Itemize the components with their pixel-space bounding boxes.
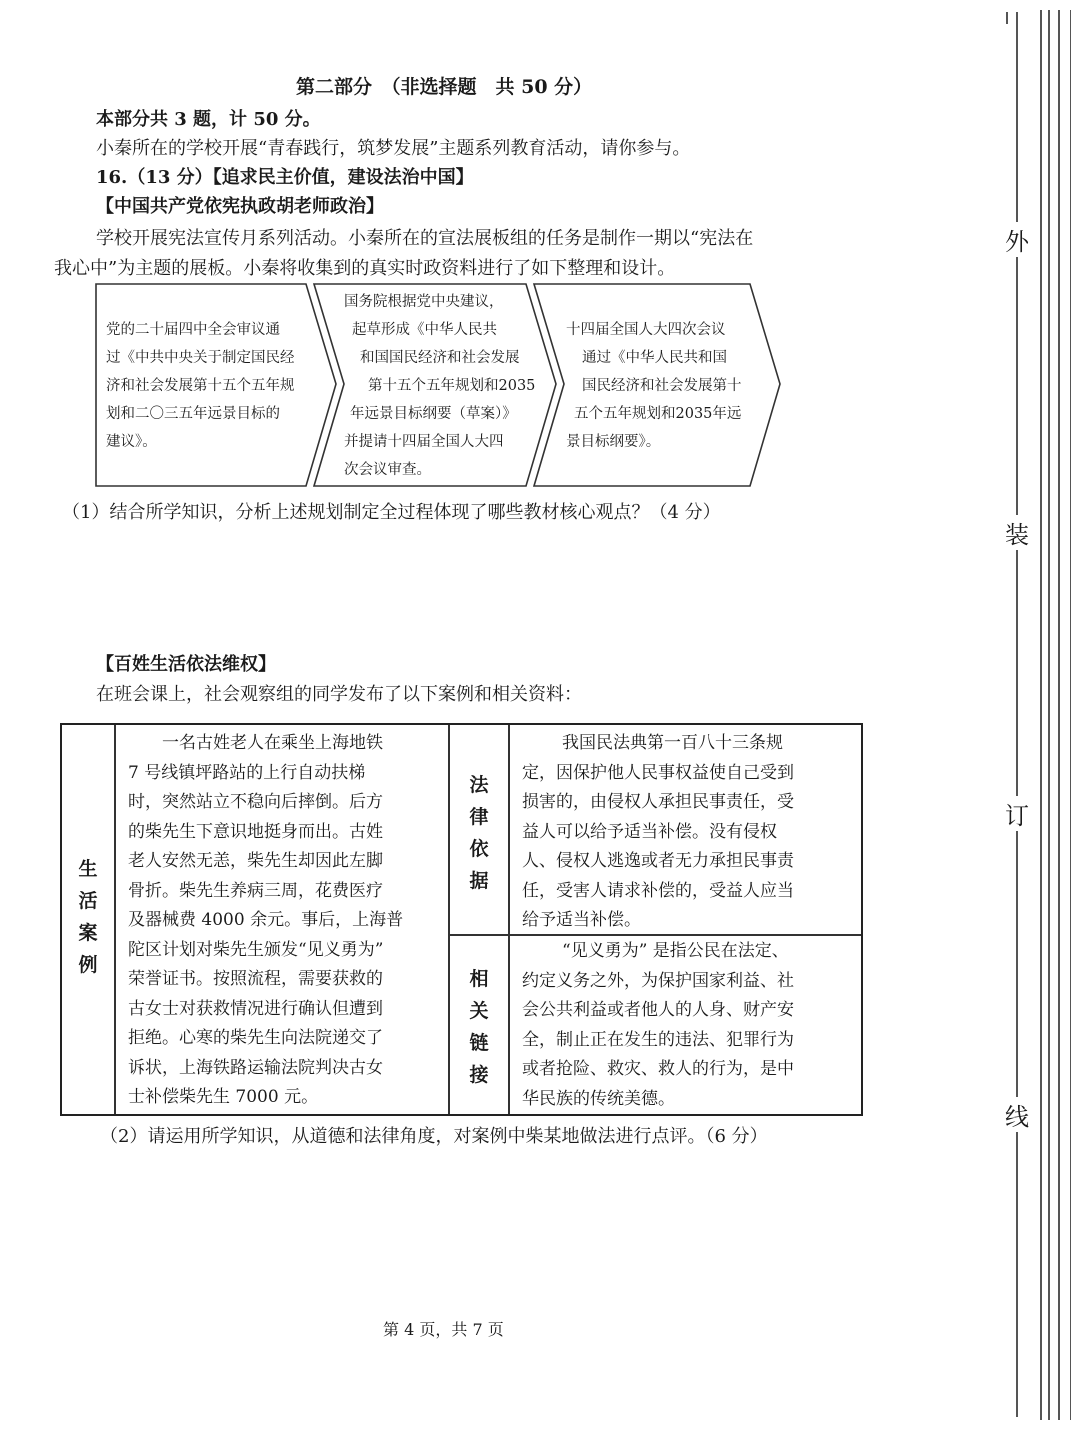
flow-step-2-line: 年远景目标纲要（草案）》 (350, 406, 517, 422)
part-title: 第二部分 （非选择题 共 50 分） (296, 76, 593, 98)
flow-step-1-line: 建议》。 (106, 434, 157, 450)
law-line: 定，因保护他人民事权益使自己受到 (522, 762, 794, 783)
case-line: 诉状，上海铁路运输法院判决古女 (128, 1057, 383, 1078)
law-line: 人、侵权人逃逸或者无力承担民事责 (522, 851, 794, 871)
case-line: 时，突然站立不稳向后摔倒。后方 (128, 792, 383, 812)
binding-mark-bind: 装 (1002, 515, 1032, 550)
label-char: 相 (469, 968, 489, 990)
law-line: 给予适当补偿。 (522, 910, 641, 930)
label-char: 律 (469, 806, 489, 828)
flow-step-2-line: 起草形成《中华人民共 (352, 322, 497, 338)
law-line: 损害的，由侵权人承担民事责任，受 (522, 792, 794, 812)
binding-rule (1070, 10, 1071, 1420)
law-line: 益人可以给予适当补偿。没有侵权 (522, 821, 777, 842)
flow-step-3-line: 国民经济和社会发展第十 (582, 378, 742, 394)
question-1: （1）结合所学知识，分析上述规划制定全过程体现了哪些教材核心观点？（4 分） (62, 502, 721, 523)
binding-rule (1048, 10, 1050, 1420)
flow-step-2-line: 第十五个五年规划和2035 (368, 378, 536, 394)
case-line: 的柴先生下意识地挺身而出。古姓 (128, 821, 383, 842)
label-char: 生 (78, 858, 98, 880)
label-char: 据 (469, 870, 489, 892)
flow-step-3 (566, 316, 742, 456)
question-2: （2）请运用所学知识，从道德和法律角度，对案例中柴某地做法进行点评。（6 分） (100, 1126, 768, 1147)
law-line: 我国民法典第一百八十三条规 (562, 733, 783, 753)
case-line: 荣誉证书。按照流程，需要获救的 (128, 969, 383, 989)
life-case-label (74, 853, 102, 981)
case-table (60, 723, 863, 1116)
table-divider (508, 725, 510, 1114)
case-line: 古女士对获救情况进行确认但遭到 (128, 998, 383, 1019)
related-link-label (465, 963, 493, 1091)
page-number: 第 4 页，共 7 页 (383, 1320, 504, 1339)
related-link-text (522, 937, 794, 1114)
case-line: 一名古姓老人在乘坐上海地铁 (162, 733, 383, 753)
section-1-para-line-2: 我心中”为主题的展板。小秦将收集到的真实时政资料进行了如下整理和设计。 (54, 258, 676, 279)
binding-mark-outer: 外 (1002, 222, 1032, 257)
flow-step-2-line: 并提请十四届全国人大四 (344, 434, 504, 450)
label-char: 活 (78, 890, 98, 912)
flow-step-2 (344, 288, 535, 484)
flow-step-1-line: 济和社会发展第十五个五年规 (106, 378, 295, 394)
table-divider (448, 725, 450, 1114)
label-char: 链 (469, 1032, 489, 1054)
flow-step-3-line: 五个五年规划和2035年远 (574, 406, 742, 422)
table-divider (114, 725, 116, 1114)
law-line: 任，受害人请求补偿的，受益人应当 (522, 880, 794, 901)
case-line: 拒绝。心寒的柴先生向法院递交了 (128, 1028, 383, 1048)
section-1-title: 【中国共产党依宪执政胡老师政治】 (96, 196, 384, 217)
case-line: 陀区计划对柴先生颁发“见义勇为” (128, 939, 384, 960)
label-char: 接 (469, 1064, 489, 1086)
case-line: 及器械费 4000 余元。事后，上海普 (128, 910, 404, 930)
legal-basis-text (522, 729, 794, 936)
binding-rule (1006, 12, 1008, 24)
case-line: 7 号线镇坪路站的上行自动扶梯 (128, 762, 366, 783)
binding-mark-staple: 订 (1002, 796, 1032, 831)
section-2-title: 【百姓生活依法维权】 (96, 654, 276, 675)
link-line: 或者抢险、救灾、救人的行为，是中 (522, 1059, 794, 1079)
case-line: 骨折。柴先生养病三周，花费医疗 (128, 880, 383, 901)
flow-step-1-line: 党的二十届四中全会审议通 (106, 322, 280, 338)
question-16-heading: 16.（13 分）【追求民主价值，建设法治中国】 (96, 167, 474, 188)
activity-intro: 小秦所在的学校开展“青春践行，筑梦发展”主题系列教育活动，请你参与。 (96, 138, 691, 159)
life-case-text (128, 729, 403, 1113)
binding-mark-line: 线 (1002, 1097, 1032, 1132)
label-char: 案 (78, 922, 98, 944)
flow-step-1 (106, 316, 295, 456)
flow-step-1-line: 划和二〇三五年远景目标的 (106, 406, 280, 422)
flow-step-2-line: 和国国民经济和社会发展 (360, 350, 520, 366)
link-line: 约定义务之外，为保护国家利益、社 (522, 970, 794, 991)
case-line: 士补偿柴先生 7000 元。 (128, 1087, 319, 1107)
link-line: 华民族的传统美德。 (522, 1088, 675, 1109)
flow-step-2-line: 国务院根据党中央建议， (344, 294, 504, 310)
label-char: 法 (469, 774, 489, 796)
link-line: “见义勇为” 是指公民在法定、 (562, 941, 789, 961)
legal-basis-label (465, 769, 493, 897)
flow-step-1-line: 过《中共中央关于制定国民经 (106, 350, 295, 366)
part-intro: 本部分共 3 题，计 50 分。 (96, 109, 321, 130)
label-char: 依 (469, 838, 489, 860)
section-1-para-line-1: 学校开展宪法宣传月系列活动。小秦所在的宣法展板组的任务是制作一期以“宪法在 (96, 228, 754, 249)
flow-step-3-line: 通过《中华人民共和国 (582, 350, 727, 366)
label-char: 关 (469, 1000, 489, 1022)
flow-step-2-line: 次会议审查。 (344, 462, 431, 478)
link-line: 全，制止正在发生的违法、犯罪行为 (522, 1029, 794, 1050)
section-2-intro: 在班会课上，社会观察组的同学发布了以下案例和相关资料： (96, 684, 582, 705)
binding-rule (1058, 10, 1060, 1420)
binding-rule (1040, 10, 1042, 1420)
flow-step-3-line: 景目标纲要》。 (566, 434, 661, 450)
case-line: 老人安然无恙，柴先生却因此左脚 (128, 851, 383, 871)
link-line: 会公共利益或者他人的人身、财产安 (522, 1000, 794, 1020)
flow-step-3-line: 十四届全国人大四次会议 (566, 322, 726, 338)
label-char: 例 (78, 954, 98, 976)
planning-process-flow (94, 282, 784, 488)
